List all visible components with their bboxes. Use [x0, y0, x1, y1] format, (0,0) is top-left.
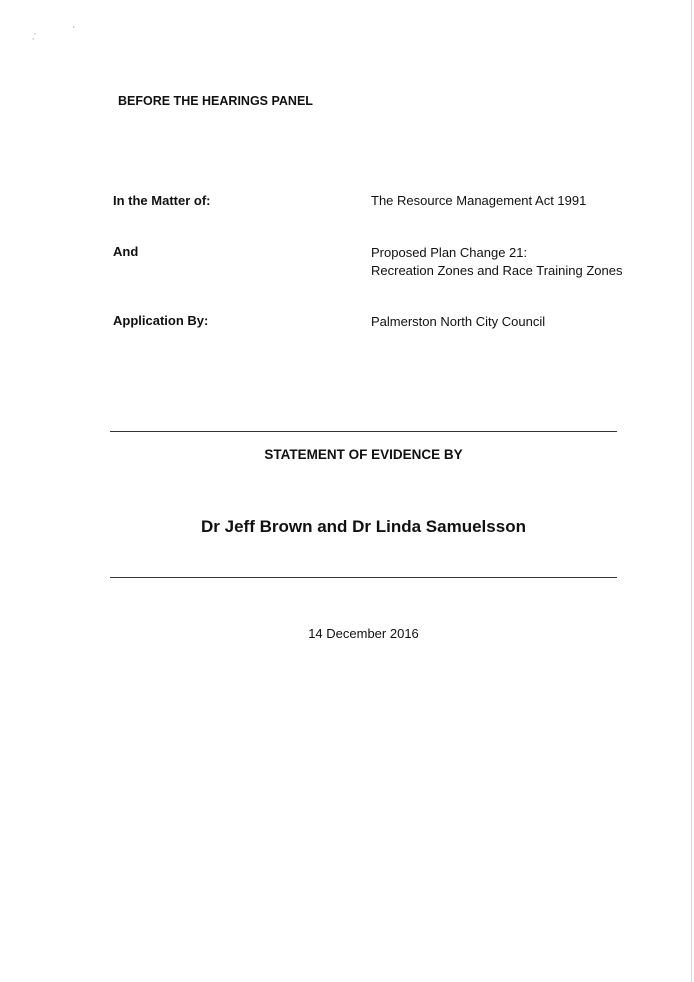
- party-value-line: Proposed Plan Change 21:: [371, 245, 528, 260]
- party-label-matter: In the Matter of:: [113, 193, 211, 208]
- scan-speck: ': [73, 25, 75, 34]
- scan-edge-line: [691, 0, 692, 982]
- party-value-line: The Resource Management Act 1991: [371, 193, 587, 208]
- party-label-and: And: [113, 244, 139, 259]
- party-value-line: Palmerston North City Council: [371, 314, 546, 329]
- party-value-line: Recreation Zones and Race Training Zones: [371, 263, 623, 278]
- party-value-application: [371, 313, 545, 331]
- court-heading: BEFORE THE HEARINGS PANEL: [118, 94, 313, 108]
- divider-top: [110, 431, 617, 432]
- party-value-and: [371, 244, 622, 280]
- scan-speck: ,': [32, 32, 36, 41]
- statement-heading: STATEMENT OF EVIDENCE BY: [264, 447, 463, 462]
- party-value-matter: [371, 192, 586, 210]
- party-label-application: Application By:: [113, 313, 209, 328]
- divider-bottom: [110, 577, 617, 578]
- statement-authors: Dr Jeff Brown and Dr Linda Samuelsson: [201, 517, 526, 536]
- statement-date: 14 December 2016: [308, 626, 419, 641]
